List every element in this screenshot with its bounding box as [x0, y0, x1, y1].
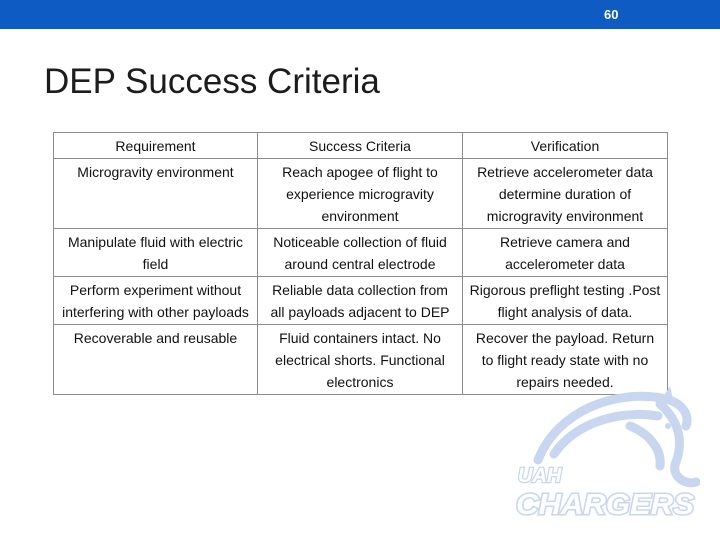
requirement-cell: Microgravity environment	[54, 159, 258, 229]
requirement-cell: Manipulate fluid with electric field	[54, 229, 258, 277]
success-criteria-cell: Reach apogee of flight to experience microgravity environment	[258, 159, 463, 229]
uah-chargers-logo	[510, 382, 700, 524]
column-header: Requirement	[54, 133, 258, 159]
page-title: DEP Success Criteria	[44, 62, 380, 101]
charger-horse-icon	[510, 382, 700, 524]
requirement-cell: Recoverable and reusable	[54, 325, 258, 395]
verification-cell: Recover the payload. Return to flight ready state with no repairs needed.	[463, 325, 668, 395]
success-criteria-cell: Reliable data collection from all payloads adjacent to DEP	[258, 277, 463, 325]
slide-number: 60	[604, 7, 619, 22]
verification-cell: Retrieve camera and accelerometer data	[463, 229, 668, 277]
success-criteria-cell: Fluid containers intact. No electrical shorts. Functional electronics	[258, 325, 463, 395]
success-criteria-cell: Noticeable collection of fluid around central electrode	[258, 229, 463, 277]
table-row	[54, 229, 668, 277]
table-header-row	[54, 133, 668, 159]
success-criteria-table	[53, 132, 668, 395]
column-header: Verification	[463, 133, 668, 159]
table-row	[54, 159, 668, 229]
verification-cell: Retrieve accelerometer data determine duration of microgravity environment	[463, 159, 668, 229]
requirement-cell: Perform experiment without interfering with other payloads	[54, 277, 258, 325]
logo-line1: UAH	[518, 465, 562, 487]
table-row	[54, 277, 668, 325]
verification-cell: Rigorous preflight testing .Post flight analysis of data.	[463, 277, 668, 325]
column-header: Success Criteria	[258, 133, 463, 159]
logo-line2: CHARGERS	[516, 489, 695, 521]
